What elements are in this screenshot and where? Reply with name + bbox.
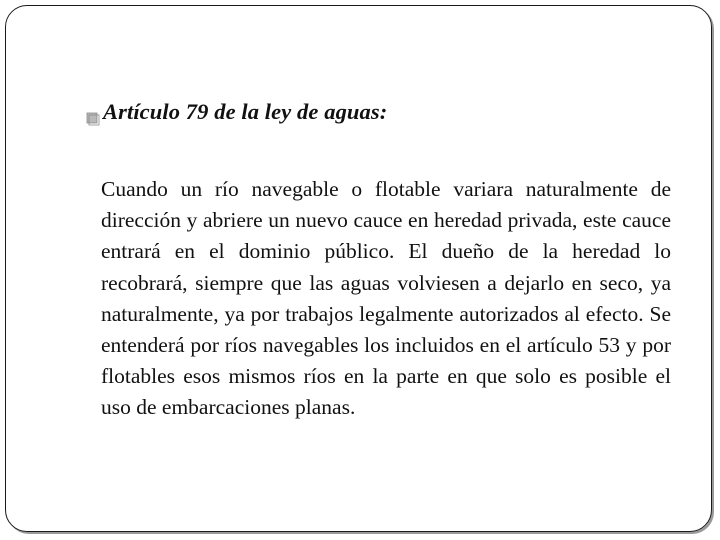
- heading-row: [86, 99, 387, 125]
- article-body-text: Cuando un río navegable o flotable variara naturalmente de dirección y abriere un nuevo cauce en heredad privada, este cauce entrará en el dominio público. El dueño de la heredad lo recobrará, siempre que las aguas volviesen a dejarlo en seco, ya naturalmente, ya por trabajos legalmente autorizados al efecto. Se entenderá por ríos navegables los incluidos en el artículo 53 y por flotables esos mismos ríos en la parte en que solo es posible el uso de embarcaciones planas.: [101, 177, 671, 420]
- square-bullet-icon: [86, 106, 100, 120]
- article-heading: Artículo 79 de la ley de aguas:: [103, 99, 388, 124]
